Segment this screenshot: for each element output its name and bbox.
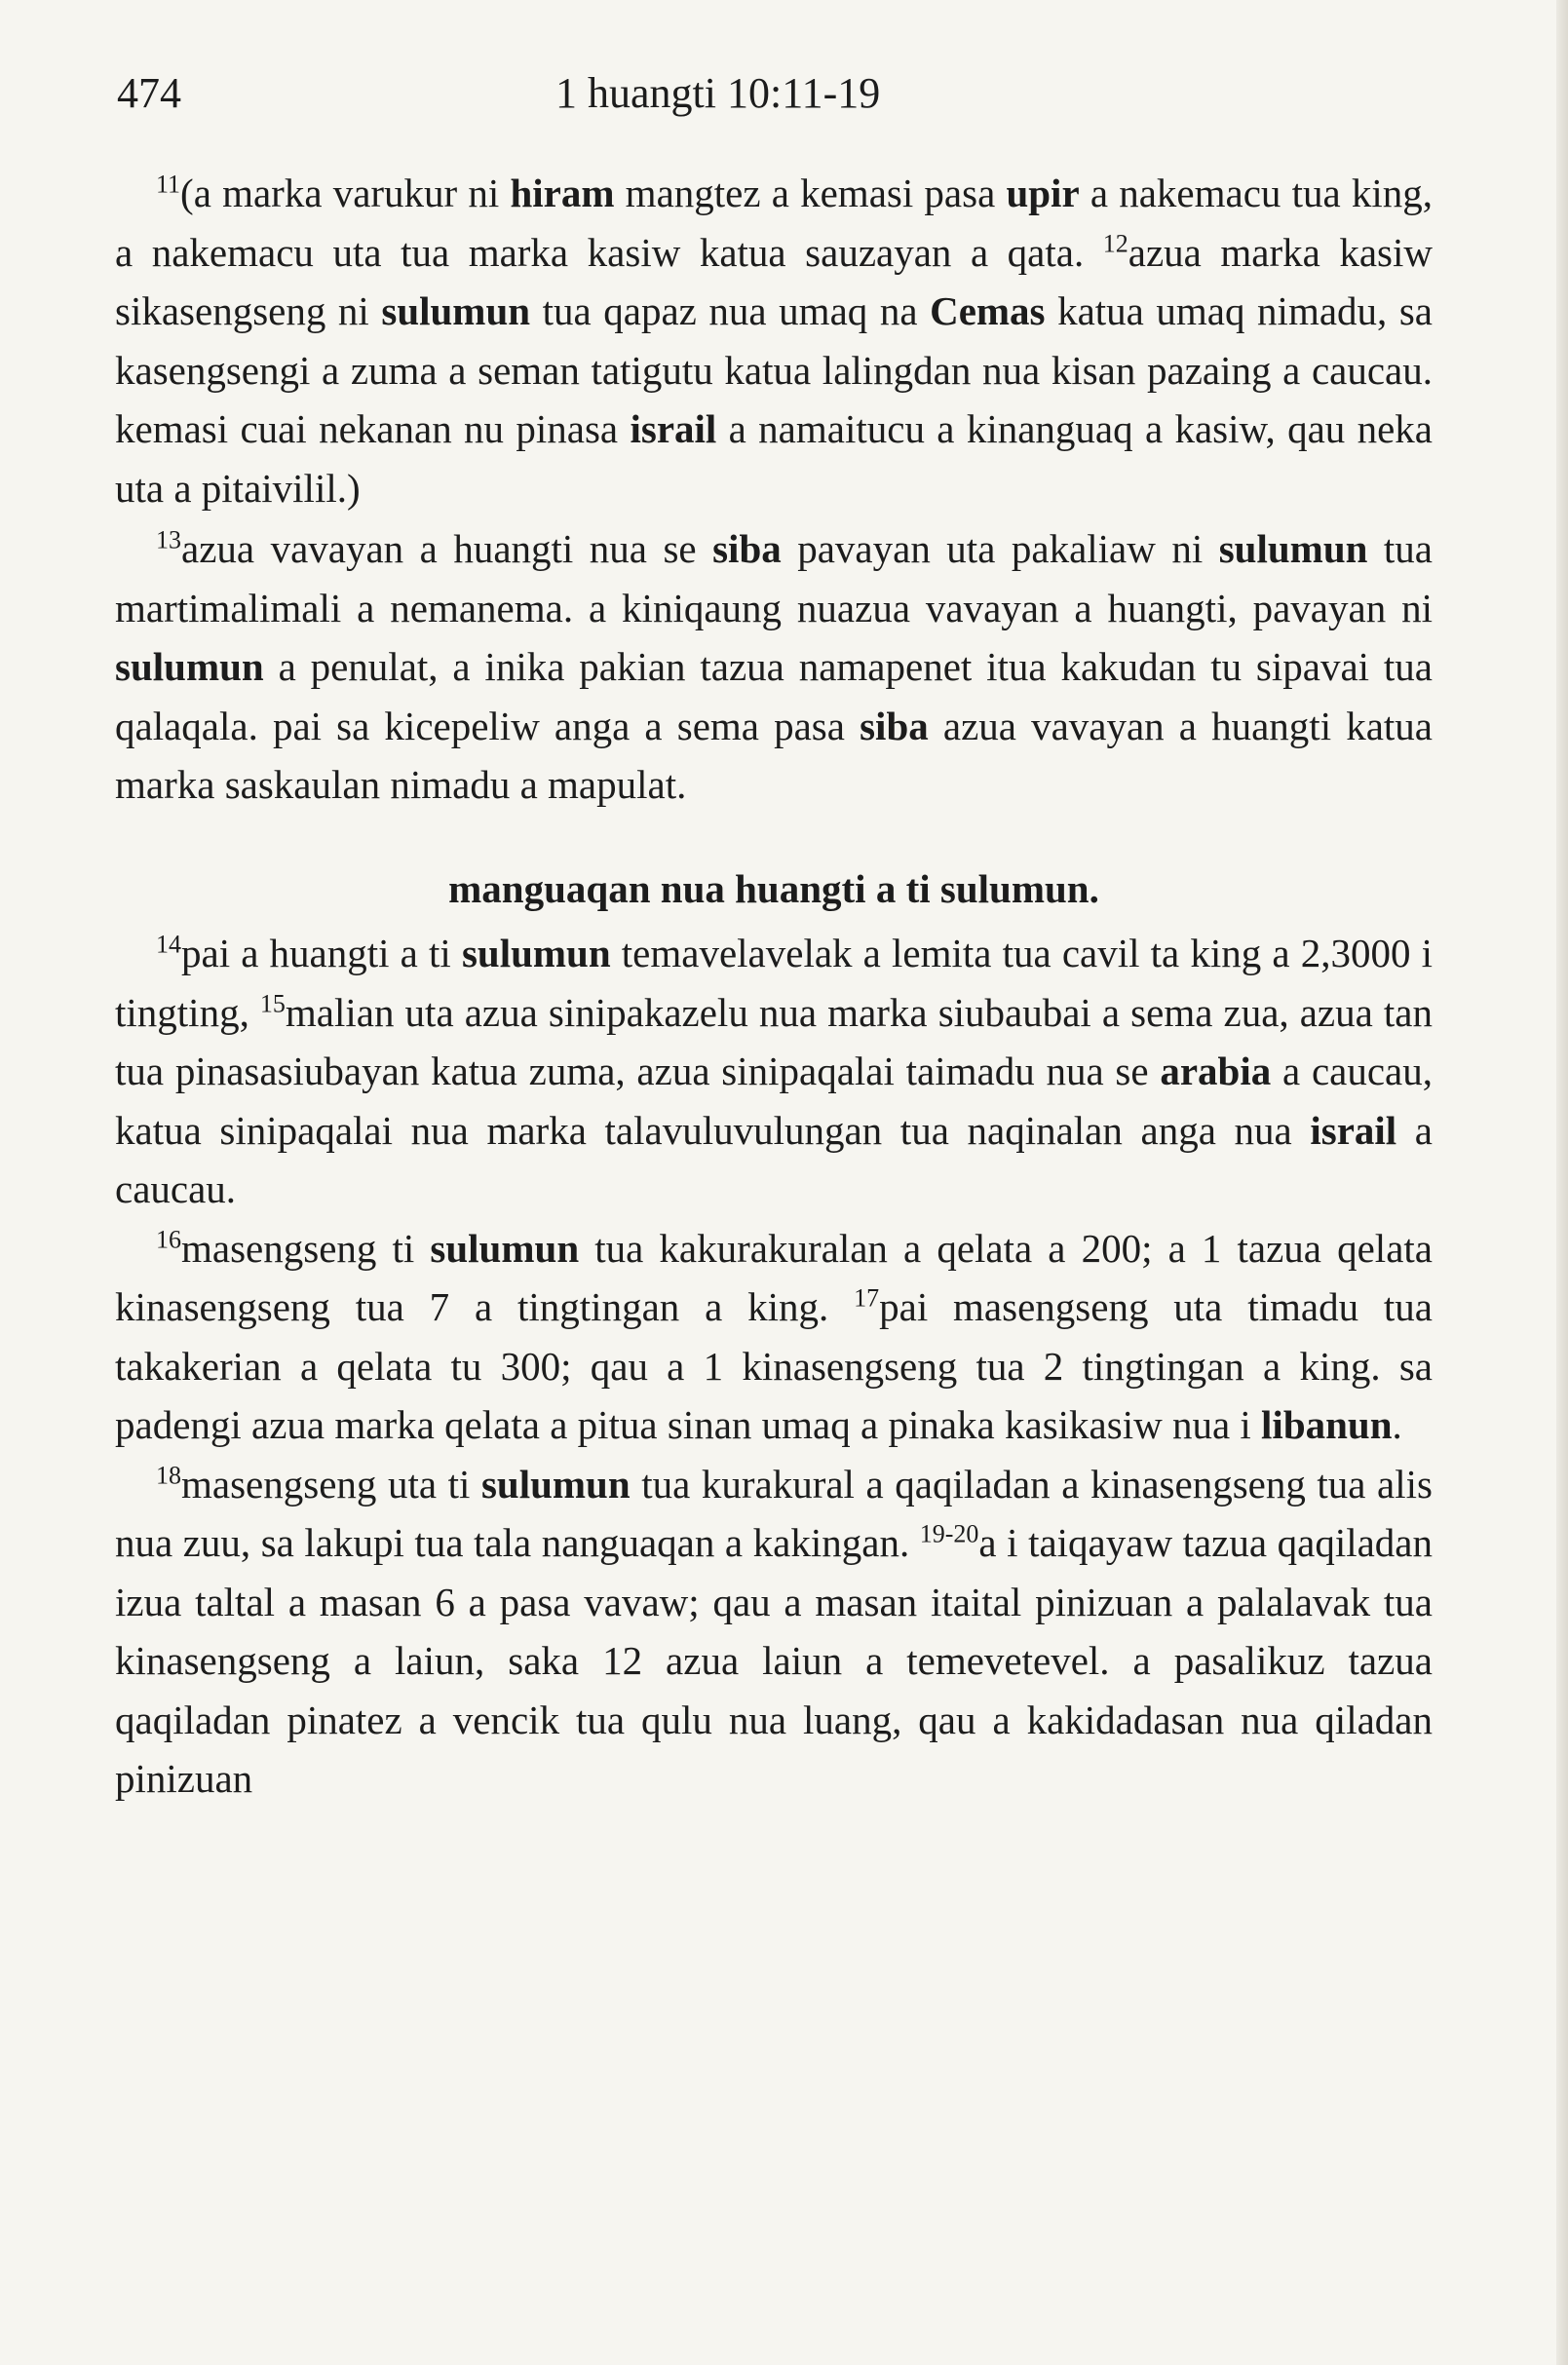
proper-name: sulumun xyxy=(381,288,531,333)
proper-name: sulumun xyxy=(1218,526,1368,571)
verse-text: tua kakurakuralan a qelata a 200; a 1 tazua qelata kinasengseng tua 7 a tingtingan a king. xyxy=(115,1225,1433,1329)
verse-text: azua marka kasiw sikasengseng ni xyxy=(115,229,1434,333)
proper-name: hiram xyxy=(510,171,615,215)
proper-name: israil xyxy=(1310,1107,1397,1153)
verse-number-19-20: 19-20 xyxy=(919,1519,979,1548)
verse-text: pai masengseng uta timadu tua takakerian a qelata tu 300; qau a 1 kinasengseng tua 2 tingtingan a king. sa padengi azua marka qelata a pitua sinan umaq a pinaka kasikasiw nua i xyxy=(115,1284,1433,1447)
proper-name: upir xyxy=(1006,171,1080,215)
verse-text: katua umaq nimadu, sa kasengsengi a zuma a seman tatigutu katua lalingdan nua kisan pazaing a caucau. kemasi cuai nekanan nu pinasa xyxy=(115,288,1433,451)
verse-number-11: 11 xyxy=(156,170,181,199)
body-text xyxy=(115,164,1433,1809)
verse-text: a caucau, katua sinipaqalai nua marka talavuluvulungan tua naqinalan anga nua xyxy=(115,1049,1433,1153)
proper-name: israil xyxy=(630,406,717,451)
verse-number-16: 16 xyxy=(156,1225,181,1254)
verse-number-13: 13 xyxy=(156,525,181,554)
verse-text: masengseng ti xyxy=(181,1225,431,1271)
verse-text: (a marka varukur ni xyxy=(180,171,511,215)
verse-text: a nakemacu tua king, a nakemacu uta tua marka kasiw katua sauzayan a qata. xyxy=(115,171,1433,275)
section-heading: manguaqan nua huangti a ti sulumun. xyxy=(448,865,1099,911)
proper-name: siba xyxy=(712,526,782,571)
verse-text: tua martimalimali a nemanema. a kiniqaung nuazua vavayan a huangti, pavayan ni xyxy=(115,526,1434,630)
verse-text: pai a huangti a ti xyxy=(181,931,462,975)
paragraph-verses-11-12 xyxy=(115,164,1433,517)
verse-text: malian uta azua sinipakazelu nua marka siubaubai a sema zua, azua tan tua pinasasiubayan katua zuma, azua sinipaqalai taimadu nua se xyxy=(115,989,1433,1093)
verse-number-17: 17 xyxy=(854,1283,880,1313)
page-edge xyxy=(1556,0,1568,2365)
running-head: 1 huangti 10:11-19 xyxy=(555,69,881,117)
verse-text: masengseng uta ti xyxy=(181,1461,481,1507)
proper-name: Cemas xyxy=(930,288,1046,333)
verse-text: tua qapaz nua umaq na xyxy=(530,288,931,333)
paragraph-verse-13 xyxy=(115,519,1433,815)
verse-text: pavayan uta pakaliaw ni xyxy=(781,526,1219,571)
verse-text: tua kurakural a qaqiladan a kinasengseng tua alis nua zuu, sa lakupi tua tala nanguaqan a kakingan. xyxy=(115,1461,1433,1565)
verse-number-15: 15 xyxy=(259,989,286,1018)
page-number: 474 xyxy=(117,69,181,117)
paragraph-verses-14-15 xyxy=(115,924,1433,1219)
verse-text: . xyxy=(1392,1402,1402,1447)
proper-name: sulumun xyxy=(430,1225,580,1271)
verse-text: a i taiqayaw tazua qaqiladan izua taltal a masan 6 a pasa vavaw; qau a masan itaital pinizuan a palalavak tua kinasengseng a laiun, saka 12 azua laiun a temevetevel. a pasalikuz tazua qaqiladan pinatez a vencik tua qulu nua luang, qau a kakidadasan nua qiladan pinizuan xyxy=(115,1520,1433,1801)
proper-name: sulumun xyxy=(115,644,264,689)
verse-text: azua vavayan a huangti katua marka saskaulan nimadu a mapulat. xyxy=(115,703,1433,807)
verse-text: a caucau. xyxy=(115,1107,1433,1211)
proper-name: arabia xyxy=(1160,1049,1272,1093)
verse-text: a penulat, a inika pakian tazua namapenet itua kakudan tu sipavai tua qalaqala. pai sa kicepeliw anga a sema pasa xyxy=(115,644,1433,748)
verse-text: mangtez a kemasi pasa xyxy=(614,171,1007,215)
verse-text: a namaitucu a kinanguaq a kasiw, qau neka uta a pitaivilil.) xyxy=(115,406,1433,511)
verse-text: temavelavelak a lemita tua cavil ta king a 2,3000 i tingting, xyxy=(115,931,1434,1035)
paragraph-verses-16-17 xyxy=(115,1219,1433,1455)
verse-number-12: 12 xyxy=(1102,229,1128,258)
verse-text: azua vavayan a huangti nua se xyxy=(181,526,713,571)
proper-name: libanun xyxy=(1261,1402,1393,1447)
verse-number-14: 14 xyxy=(156,930,181,959)
proper-name: sulumun xyxy=(461,931,611,975)
proper-name: sulumun xyxy=(480,1461,631,1507)
paragraph-verses-18-20 xyxy=(115,1455,1433,1809)
verse-number-18: 18 xyxy=(156,1461,181,1490)
proper-name: siba xyxy=(860,703,929,748)
